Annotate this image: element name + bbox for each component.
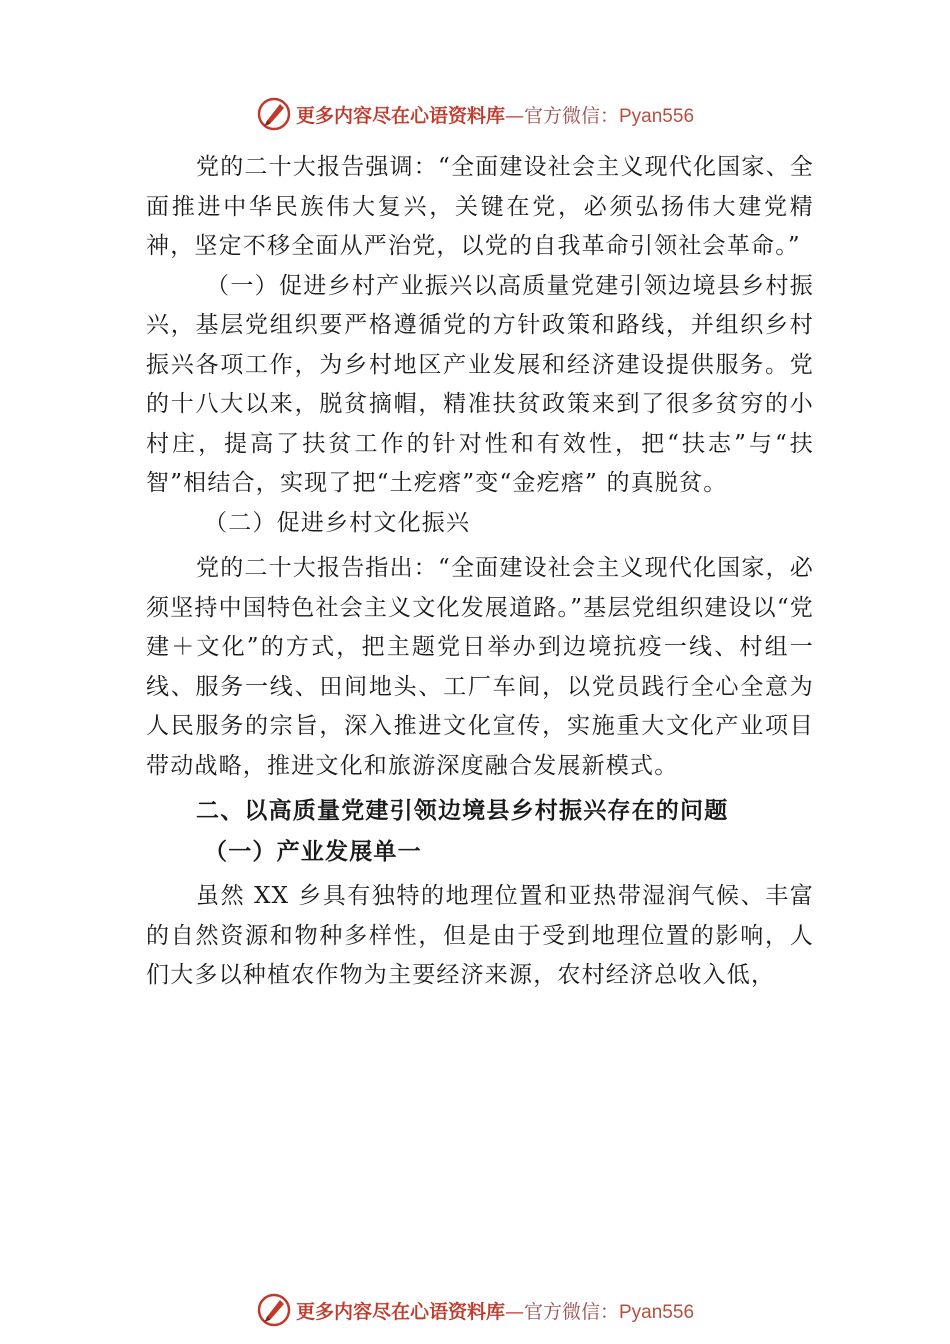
logo-icon [256, 1292, 292, 1328]
footer-watermark [0, 1290, 950, 1330]
logo-icon [256, 96, 292, 132]
subheading-industry-single: （一）产业发展单一 [204, 837, 422, 865]
document-body [146, 148, 814, 996]
paragraph-problem: 虽然 XX 乡具有独特的地理位置和亚热带湿润气候、丰富的自然资源和物种多样性，但是由于受到地理位置的影响，人们大多以种植农作物为主要经济来源，农村经济总收入低， [146, 883, 814, 988]
banner-id: Pyan556 [619, 105, 695, 127]
banner-label: 官方微信： [523, 1300, 619, 1323]
banner-label: 官方微信： [523, 104, 619, 127]
banner-id: Pyan556 [619, 1301, 695, 1323]
subheading-culture: （二）促进乡村文化振兴 [204, 509, 471, 536]
banner-title: 更多内容尽在心语资料库 [295, 104, 505, 127]
paragraph-intro: 党的二十大报告强调：“全面建设社会主义现代化国家、全面推进中华民族伟大复兴，关键在党，必须弘扬伟大建党精神，坚定不移全面从严治党，以党的自我革命引领社会革命。” [146, 154, 814, 259]
header-watermark [0, 94, 950, 134]
banner-title: 更多内容尽在心语资料库 [295, 1300, 505, 1323]
banner-dash: — [504, 1300, 524, 1323]
section-heading: 二、以高质量党建引领边境县乡村振兴存在的问题 [196, 798, 729, 824]
paragraph-industry: （一）促进乡村产业振兴以高质量党建引领边境县乡村振兴，基层党组织要严格遵循党的方针政策和路线，并组织乡村振兴各项工作，为乡村地区产业发展和经济建设提供服务。党的十八大以来，脱贫摘帽，精准扶贫政策来到了很多贫穷的小村庄，提高了扶贫工作的针对性和有效性，把“扶志”与“扶智”相结合，实现了把“土疙瘩”变“金疙瘩” 的真脱贫。 [146, 272, 814, 496]
banner-dash: — [504, 104, 524, 127]
paragraph-culture: 党的二十大报告指出：“全面建设社会主义现代化国家，必须坚持中国特色社会主义文化发展道路。”基层党组织建设以“党建＋文化”的方式，把主题党日举办到边境抗疫一线、村组一线、服务一线、田间地头、工厂车间，以党员践行全心全意为人民服务的宗旨，深入推进文化宣传，实施重大文化产业项目带动战略，推进文化和旅游深度融合发展新模式。 [146, 555, 814, 779]
